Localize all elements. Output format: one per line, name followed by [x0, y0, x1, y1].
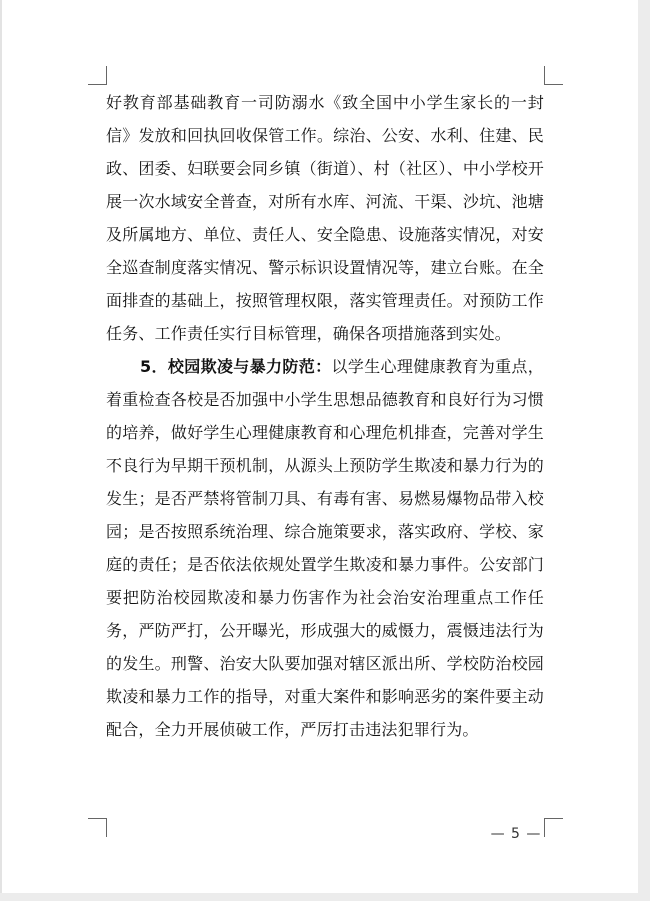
paragraph-school-bullying: [106, 350, 544, 746]
page-number: — 5 —: [490, 826, 542, 842]
crop-mark-bottom-right: [544, 818, 563, 837]
page-bottom-gutter: [0, 893, 650, 901]
crop-mark-bottom-left: [88, 818, 107, 837]
paragraph-continued: 好教育部基础教育一司防溺水《致全国中小学生家长的一封信》发放和回执回收保管工作。综治、公安、水利、住建、民政、团委、妇联要会同乡镇（街道）、村（社区）、中小学校开展一次水域安全普查，对所有水库、河流、干渠、沙坑、池塘及所属地方、单位、责任人、安全隐患、设施落实情况，对安全巡查制度落实情况、警示标识设置情况等，建立台账。在全面排查的基础上，按照管理权限，落实管理责任。对预防工作任务、工作责任实行目标管理，确保各项措施落到实处。: [106, 93, 544, 343]
page-right-gutter: [638, 0, 650, 901]
crop-mark-top-right: [544, 66, 563, 85]
crop-mark-top-left: [88, 66, 107, 85]
page-left-edge: [0, 0, 2, 901]
document-body[interactable]: [106, 86, 544, 746]
paragraph-text: 以学生心理健康教育为重点，着重检查各校是否加强中小学生思想品德教育和良好行为习惯的培养，做好学生心理健康教育和心理危机排查，完善对学生不良行为早期干预机制，从源头上预防学生欺凌和暴力行为的发生；是否严禁将管制刀具、有毒有害、易燃易爆物品带入校园；是否按照系统治理、综合施策要求，落实政府、学校、家庭的责任；是否依法依规处置学生欺凌和暴力事件。公安部门要把防治校园欺凌和暴力伤害作为社会治安治理重点工作任务，严防严打，公开曝光，形成强大的威慑力，震慑违法行为的发生。刑警、治安大队要加强对辖区派出所、学校防治校园欺凌和暴力工作的指导，对重大案件和影响恶劣的案件要主动配合，全力开展侦破工作，严厉打击违法犯罪行为。: [106, 357, 544, 739]
section-heading: 5．校园欺凌与暴力防范：: [140, 357, 332, 376]
